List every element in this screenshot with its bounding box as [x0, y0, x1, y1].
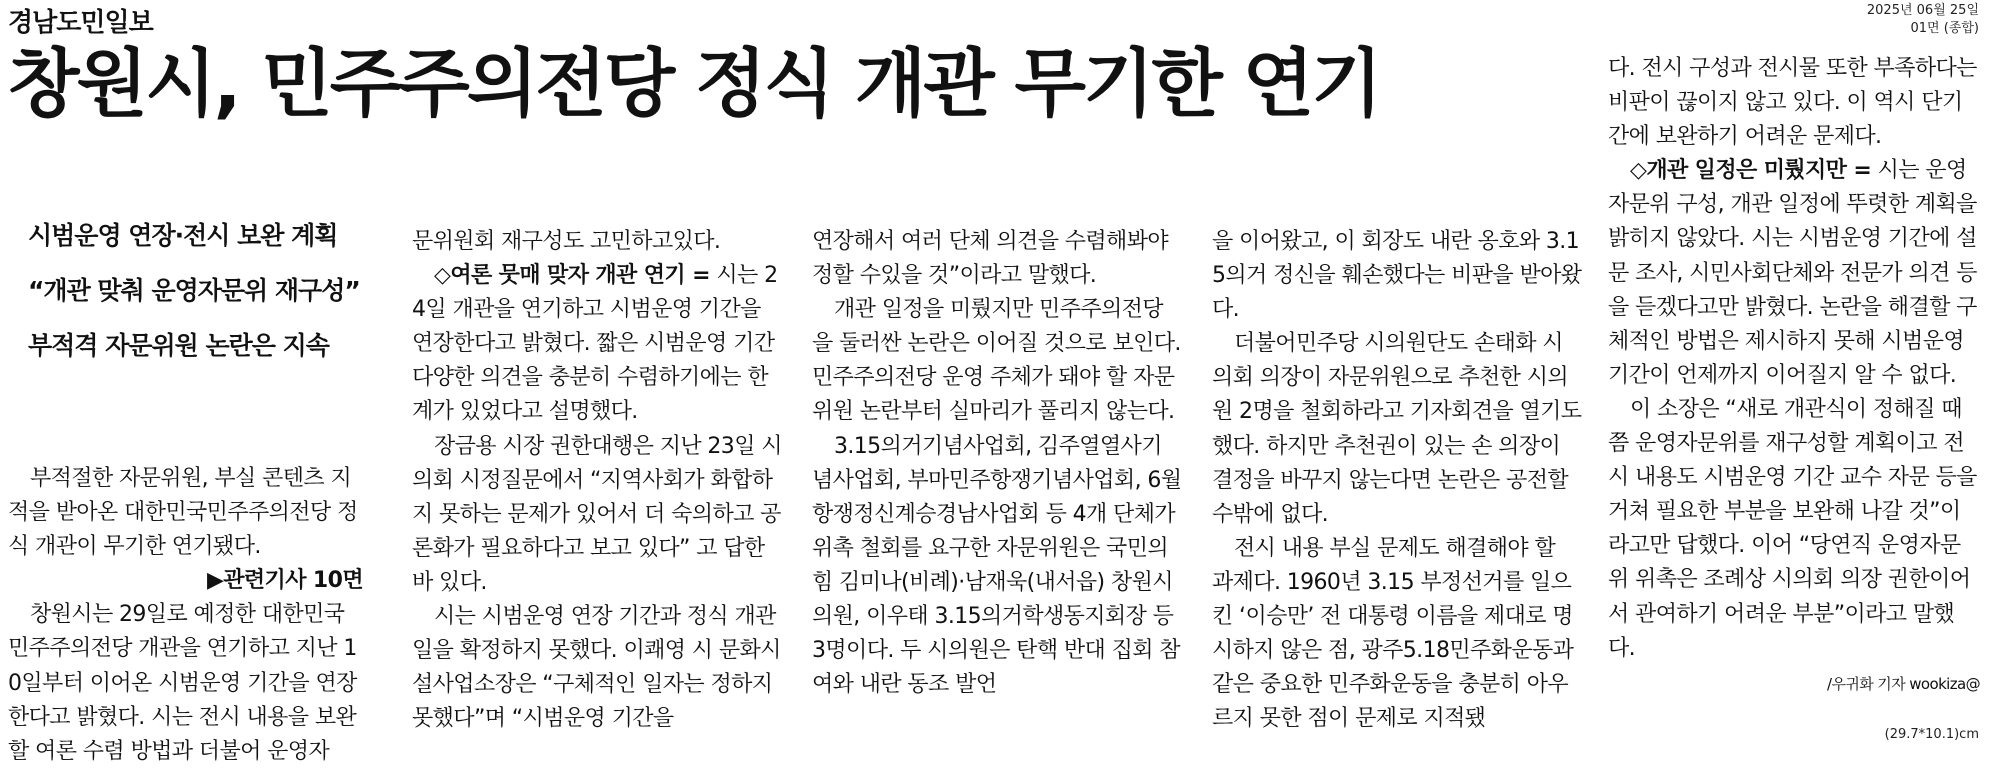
section-paragraph: [412, 259, 782, 429]
section-paragraph: [1608, 154, 1980, 393]
body-paragraph-continued: 다. 전시 구성과 전시물 또한 부족하다는 비판이 끊이지 않고 있다. 이 역시 단기간에 보완하기 어려운 문제다.: [1608, 56, 1977, 150]
subhead-1: 시범운영 연장·전시 보완 계획: [28, 221, 338, 250]
body-paragraph: 전시 내용 부실 문제도 해결해야 할 과제다. 1960년 3.15 부정선거를 일으킨 ‘이승만’ 전 대통령 이름을 제대로 명시하지 않은 점, 광주5.18민주화운동과 같은 중요한 민주화운동을 충분히 아우르지 못한 점이 문제로 지적됐: [1212, 535, 1574, 732]
section-heading: ◇개관 일정은 미뤘지만 =: [1630, 158, 1872, 184]
reporter-credit: /우귀화 기자 wookiza@: [1827, 674, 1980, 693]
body-paragraph: 창원시는 29일로 예정한 대한민국 민주주의전당 개관을 연기하고 지난 10일부터 이어온 시범운영 기간을 연장한다고 밝혔다. 시는 전시 내용을 보완할 여론 수렴 방법과 더불어 운영자: [8, 602, 357, 764]
article-headline: 창원시, 민주주의전당 정식 개관 무기한 연기: [8, 41, 1380, 127]
article-column-5: [1608, 52, 1980, 701]
body-paragraph: 시는 시범운영 연장 기간과 정식 개관일을 확정하지 못했다. 이쾌영 시 문화시설사업소장은 “구체적인 일자는 정하지 못했다”며 “시범운영 기간을: [412, 604, 781, 732]
related-article-link[interactable]: ▶관련기사 10면: [206, 568, 363, 594]
body-paragraph: 장금용 시장 권한대행은 지난 23일 시의회 시정질문에서 “지역사회가 화합하지 못하는 문제가 있어서 더 숙의하고 공론화가 필요하다고 보고 있다” 고 답한 바 있다.: [412, 433, 782, 595]
lead-paragraph: 부적절한 자문위원, 부실 콘텐츠 지적을 받아온 대한민국민주주의전당 정식 개관이 무기한 연기됐다.: [8, 466, 358, 560]
body-paragraph: 더불어민주당 시의원단도 손태화 시의회 의장이 자문위원으로 추천한 시의원 2명을 철회하라고 기자회견을 열기도 했다. 하지만 추천권이 있는 손 의장이 결정을 바꾸지 않는다면 논란은 공전할 수밖에 없다.: [1212, 331, 1582, 527]
body-paragraph-continued: 을 이어왔고, 이 회장도 내란 옹호와 3.15의거 정신을 훼손했다는 비판을 받아왔다.: [1212, 229, 1582, 323]
byline: [1608, 666, 1980, 701]
clip-size: (29.7*10.1)cm: [1884, 727, 1979, 742]
article-column-1: [8, 462, 363, 769]
body-paragraph-continued: 문위원회 재구성도 고민하고있다.: [412, 229, 721, 254]
article-column-4: [1212, 225, 1582, 736]
body-paragraph: 개관 일정을 미뤘지만 민주주의전당을 둘러싼 논란은 이어질 것으로 보인다. 민주주의전당 운영 주체가 돼야 할 자문위원 논란부터 실마리가 풀리지 않는다.: [812, 297, 1181, 425]
subhead-3: 부적격 자문위원 논란은 지속: [28, 331, 329, 360]
page-number: 01면 (종합): [1910, 21, 1979, 36]
body-paragraph: 3.15의거기념사업회, 김주열열사기념사업회, 부마민주항쟁기념사업회, 6월항쟁정신계승경남사업회 등 4개 단체가 위촉 철회를 요구한 자문위원은 국민의힘 김미나(비례)·남재욱(내서읍) 창원시의원, 이우태 3.15의거학생동지회장 등 3명이다. 두 시의원은 탄핵 반대 집회 참여와 내란 동조 발언: [812, 433, 1182, 698]
subhead-2: “개관 맞춰 운영자문위 재구성”: [28, 276, 360, 305]
section-heading: ◇여론 뭇매 맞자 개관 연기 =: [434, 263, 710, 289]
issue-date: 2025년 06월 25일: [1866, 3, 1979, 18]
section-body: 시는 24일 개관을 연기하고 시범운영 기간을 연장한다고 밝혔다. 짧은 시범운영 기간 다양한 의견을 충분히 수렴하기에는 한계가 있었다고 설명했다.: [412, 263, 778, 425]
body-paragraph-continued: 연장해서 여러 단체 의견을 수렴해봐야 정할 수있을 것”이라고 말했다.: [812, 229, 1169, 289]
newspaper-masthead: 경남도민일보: [8, 8, 153, 38]
section-body: 시는 운영자문위 구성, 개관 일정에 뚜렷한 계획을 밝히지 않았다. 시는 시범운영 기간에 설문 조사, 시민사회단체와 전문가 의견 등을 듣겠다고만 밝혔다. 논란을 해결할 구체적인 방법은 제시하지 못해 시범운영 기간이 언제까지 이어질지 알 수 없다.: [1608, 158, 1977, 388]
subheadings: [8, 208, 363, 373]
article-column-2: [412, 225, 782, 736]
page-meta: [1867, 2, 1979, 38]
article-column-3: [812, 225, 1182, 702]
body-paragraph: 이 소장은 “새로 개관식이 정해질 때쯤 운영자문위를 재구성할 계획이고 전시 내용도 시범운영 기간 교수 자문 등을 거쳐 필요한 부분을 보완해 나갈 것”이라고만 답했다. 이어 “당연직 운영자문위 위촉은 조례상 시의회 의장 권한이어서 관여하기 어려운 부분”이라고 말했다.: [1608, 396, 1977, 661]
